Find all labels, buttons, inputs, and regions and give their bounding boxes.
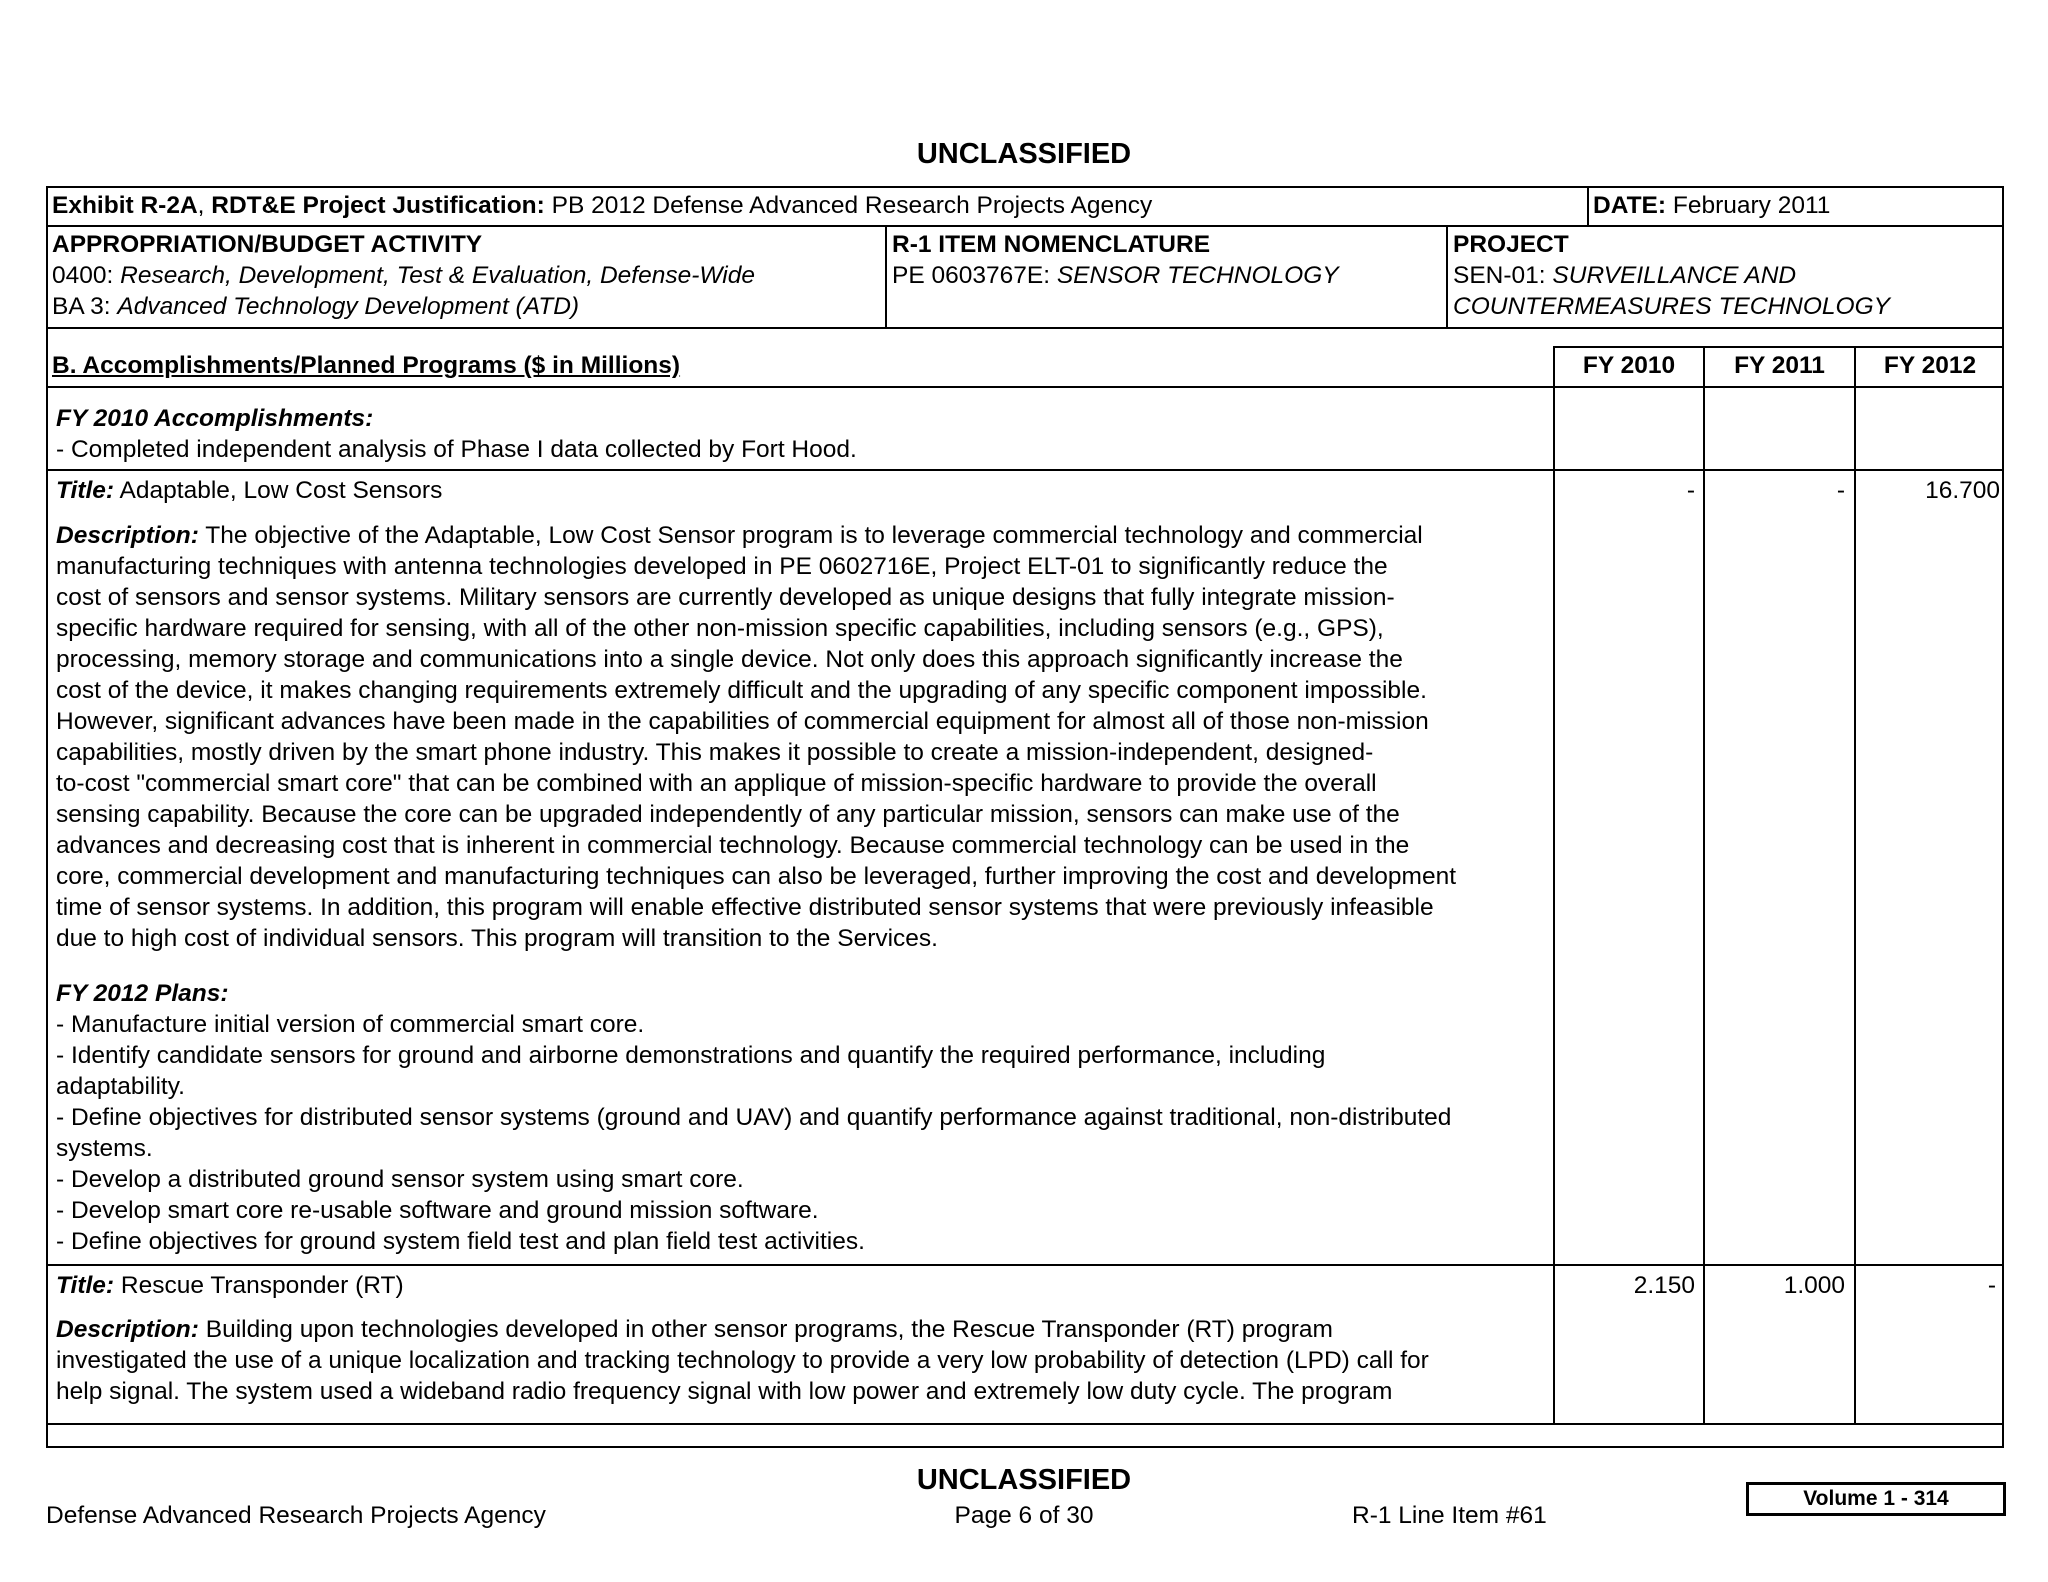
exhibit-sep: , <box>197 192 212 219</box>
program1-fy2012-value: 16.700 <box>1925 477 2000 504</box>
divider <box>46 1423 2004 1425</box>
divider <box>1553 346 1555 1424</box>
program2-description <box>56 1314 1550 1407</box>
section-title: B. Accomplishments/Planned Programs ($ in Millions) <box>52 352 681 379</box>
fy-header-2011: FY 2011 <box>1734 352 1825 379</box>
exhibit-title <box>52 190 1152 221</box>
program2-desc-label: Description: <box>56 1316 199 1343</box>
exhibit-label: Exhibit R-2A <box>52 192 198 219</box>
r1-code: PE 0603767E: <box>892 262 1057 289</box>
program1-fy2010-value: - <box>1686 477 1695 504</box>
fy-header-2012: FY 2012 <box>1883 352 1977 379</box>
r1-label: R-1 ITEM NOMENCLATURE <box>892 231 1211 258</box>
project-code: SEN-01: <box>1453 262 1553 289</box>
divider <box>1587 186 1589 226</box>
divider <box>46 225 2004 227</box>
program1-desc-text: The objective of the Adaptable, Low Cost Sensor program is to leverage commercial technology and commercial manufacturing techniques with antenna technologies developed in PE 0602716E, Project ELT-01 to significantly reduce the cost of sensors and sensor systems. Military sensors are currently developed as unique designs that fully integrate mission- specific hardware required for sensing, with all of the other non-mission specific capabilities, including sensors (e.g., GPS), processing, memory storage and communications into a single device. Not only does this approach significantly increase the cost of the device, it makes changing requirements extremely difficult and the upgrading of any specific component impossible. However, significant advances have been made in the capabilities of commercial equipment for almost all of those non-mission capabilities, mostly driven by the smart phone industry. This makes it possible to create a mission-independent, designed- to-cost "commercial smart core" that can be combined with an applique of mission-specific hardware to provide the overall sensing capability. Because the core can be upgraded independently of any particular mission, sensors can make use of the advances and decreasing cost that is inherent in commercial technology. Because commercial technology can be used in the core, commercial development and manufacturing techniques can also be leveraged, further improving the cost and development time of sensor systems. In addition, this program will enable effective distributed sensor systems that were previously infeasible due to high cost of individual sensors. This program will transition to the Services. <box>56 522 1457 952</box>
appropriation-block <box>52 229 755 322</box>
program2-fy2011-value: 1.000 <box>1783 1272 1845 1299</box>
divider <box>46 327 2004 329</box>
classification-bottom: UNCLASSIFIED <box>916 1464 1132 1496</box>
divider <box>885 225 887 328</box>
accomplishments-item: - Completed independent analysis of Phase I data collected by Fort Hood. <box>56 436 857 463</box>
program2-fy2012-value: - <box>1987 1272 1996 1299</box>
footer-line-item: R-1 Line Item #61 <box>1352 1502 1547 1529</box>
divider <box>1703 346 1705 1424</box>
divider <box>46 469 2004 471</box>
divider <box>1854 346 1856 1424</box>
ba-code: BA 3: <box>52 293 118 320</box>
footer-page: Page 6 of 30 <box>954 1502 1094 1529</box>
program2-fy2010-value: 2.150 <box>1633 1272 1695 1299</box>
divider <box>46 1264 2004 1266</box>
accomplishments-block <box>56 403 857 465</box>
r1-block <box>892 229 1339 291</box>
project-block <box>1453 229 1890 322</box>
appropriation-label: APPROPRIATION/BUDGET ACTIVITY <box>52 231 483 258</box>
project-label: PROJECT <box>1453 231 1569 258</box>
justification-label: RDT&E Project Justification: <box>211 192 545 219</box>
footer-agency: Defense Advanced Research Projects Agency <box>46 1502 546 1529</box>
program2-title-value: Rescue Transponder (RT) <box>114 1272 404 1299</box>
program2-desc-text: Building upon technologies developed in other sensor programs, the Rescue Transponder (RT) program investigated the use of a unique localization and tracking technology to provide a very low probability of detection (LPD) call for help signal. The system used a wideband radio frequency signal with low power and extremely low duty cycle. The program <box>56 1316 1429 1405</box>
classification-top: UNCLASSIFIED <box>916 138 1132 170</box>
divider <box>46 386 2004 388</box>
program1-fy2011-value: - <box>1836 477 1845 504</box>
divider <box>1446 225 1448 328</box>
date-label: DATE: <box>1593 192 1667 219</box>
fy-header-2010: FY 2010 <box>1582 352 1676 379</box>
program2-title-label: Title: <box>56 1272 115 1299</box>
program1-desc-label: Description: <box>56 522 199 549</box>
accomplishments-heading: FY 2010 Accomplishments: <box>56 405 374 432</box>
program1-title-label: Title: <box>56 477 115 504</box>
volume-box: Volume 1 - 314 <box>1746 1482 2006 1516</box>
r1-name: SENSOR TECHNOLOGY <box>1056 262 1339 289</box>
program1-title-value: Adaptable, Low Cost Sensors <box>114 477 443 504</box>
program2-title <box>56 1270 404 1301</box>
project-name-line1: SURVEILLANCE AND <box>1552 262 1797 289</box>
appropriation-code: 0400: <box>52 262 121 289</box>
date-field <box>1593 190 1830 221</box>
program1-plans-text: - Manufacture initial version of commercial smart core. - Identify candidate sensors for ground and airborne demonstrations and quantify the required performance, including adaptability. - Define objectives for distributed sensor systems (ground and UAV) and quantify performance against traditional, non-distributed systems. - Develop a distributed ground sensor system using smart core. - Develop smart core re-usable software and ground mission software. - Define objectives for ground system field test and plan field test activities. <box>56 1011 1452 1255</box>
date-value: February 2011 <box>1666 192 1831 219</box>
justification-value: PB 2012 Defense Advanced Research Projects Agency <box>544 192 1153 219</box>
program1-title <box>56 475 442 506</box>
program1-description <box>56 520 1550 954</box>
program1-plans <box>56 978 1550 1257</box>
ba-name: Advanced Technology Development (ATD) <box>117 293 580 320</box>
appropriation-name: Research, Development, Test & Evaluation, Defense-Wide <box>120 262 755 289</box>
project-name-line2: COUNTERMEASURES TECHNOLOGY <box>1453 293 1890 320</box>
program1-plans-heading: FY 2012 Plans: <box>56 980 229 1007</box>
divider <box>1553 346 2004 348</box>
